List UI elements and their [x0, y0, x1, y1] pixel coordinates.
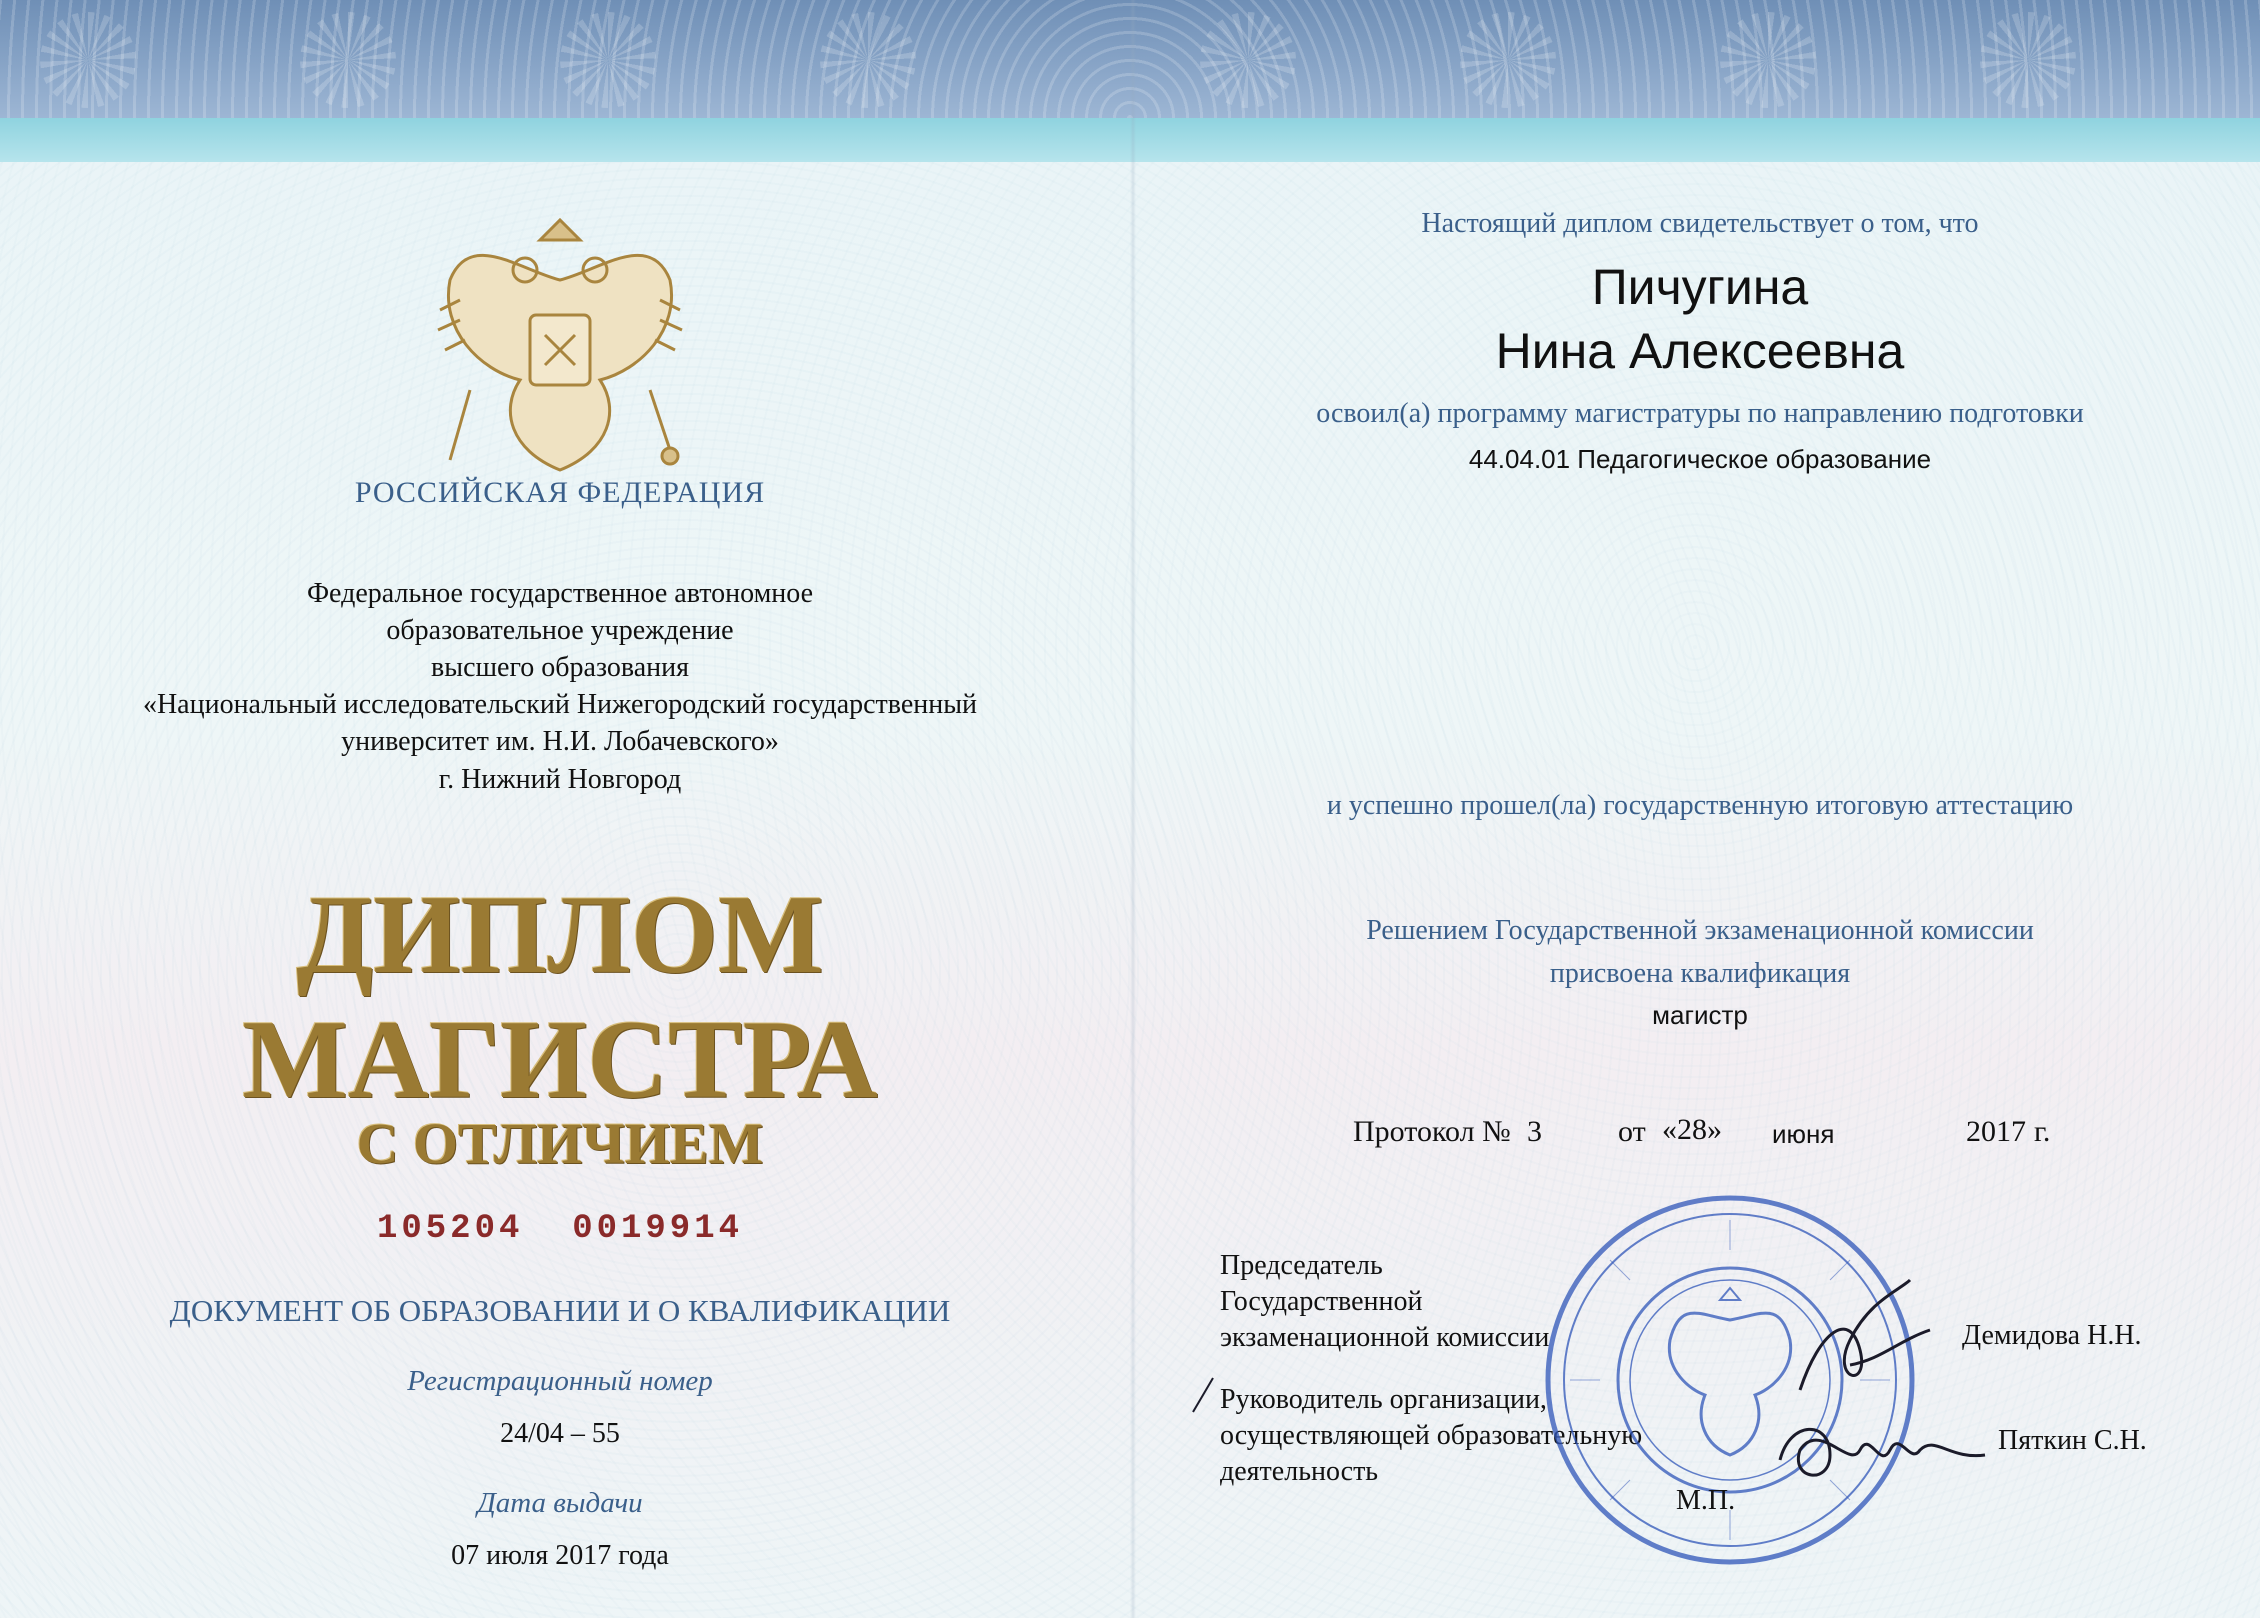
holder-surname: Пичугина [1591, 259, 1809, 315]
issue-date: 07 июля 2017 года [451, 1540, 669, 1571]
title-master: МАГИСТРА [242, 998, 878, 1122]
title-diploma: ДИПЛОМ [296, 873, 824, 997]
seal-place-label: М.П. [1676, 1485, 1736, 1516]
ornament-rosette [1980, 12, 2076, 108]
head-title-line: Руководитель организации, [1220, 1384, 1547, 1415]
page-fold [1130, 0, 1136, 1618]
issue-date-label: Дата выдачи [477, 1487, 643, 1519]
attestation-text: и успешно прошел(ла) государственную итоговую аттестацию [1326, 790, 2074, 821]
country-name: РОССИЙСКАЯ ФЕДЕРАЦИЯ [354, 476, 766, 509]
distinction-label: С ОТЛИЧИЕМ [356, 1111, 764, 1176]
protocol-number: 3 [1527, 1115, 1542, 1148]
chair-signature-icon [1790, 1270, 1940, 1410]
decision-line: Решением Государственной экзаменационной комиссии [1366, 915, 2034, 946]
registration-label: Регистрационный номер [407, 1365, 713, 1397]
protocol-month: июня [1772, 1119, 1835, 1149]
ornament-rosette [1200, 12, 1296, 108]
institution-block [60, 575, 1060, 760]
institution-line: университет им. Н.И. Лобачевского» [341, 726, 779, 757]
protocol-day: «28» [1662, 1113, 1722, 1146]
head-title-line: деятельность [1220, 1456, 1379, 1487]
document-type: ДОКУМЕНТ ОБ ОБРАЗОВАНИИ И О КВАЛИФИКАЦИИ [169, 1293, 951, 1328]
ornament-rosette [820, 12, 916, 108]
institution-line: образовательное учреждение [386, 615, 734, 646]
pen-mark-icon [1188, 1375, 1218, 1415]
ornament-rosette [300, 12, 396, 108]
ornament-rosette [1720, 12, 1816, 108]
institution-line: «Национальный исследовательский Нижегородский государственный [142, 689, 978, 720]
institution-line: Федеральное государственное автономное [306, 578, 814, 609]
registration-number: 24/04 – 55 [500, 1418, 620, 1449]
program-intro: освоил(а) программу магистратуры по направлению подготовки [1316, 398, 2084, 429]
city: г. Нижний Новгород [438, 764, 682, 795]
program-name: 44.04.01 Педагогическое образование [1468, 444, 1932, 474]
institution-line: высшего образования [431, 652, 689, 683]
chair-title [1220, 1248, 1549, 1356]
head-signature-icon [1770, 1410, 1990, 1500]
chair-title-line: экзаменационной комиссии [1220, 1322, 1550, 1353]
decision-line: присвоена квалификация [1549, 958, 1851, 989]
chair-title-line: Председатель [1220, 1250, 1383, 1281]
from-label: от [1618, 1115, 1646, 1148]
protocol-year: 2017 [1966, 1115, 2026, 1148]
qualification: магистр [1652, 1000, 1748, 1030]
serial-number: 105204 0019914 [376, 1210, 744, 1248]
head-name: Пяткин С.Н. [1998, 1425, 2147, 1456]
ornament-rosette [560, 12, 656, 108]
chair-name: Демидова Н.Н. [1962, 1320, 2142, 1351]
chair-title-line: Государственной [1220, 1286, 1423, 1317]
ornament-rosette [40, 12, 136, 108]
double-headed-eagle-icon [430, 210, 690, 490]
year-suffix: г. [2034, 1115, 2051, 1148]
certifies-text: Настоящий диплом свидетельствует о том, что [1421, 208, 1979, 239]
head-title-line: осуществляющей образовательную [1220, 1420, 1643, 1451]
holder-given-names: Нина Алексеевна [1495, 323, 1905, 379]
protocol-label: Протокол № [1353, 1115, 1511, 1148]
ornament-rosette [1460, 12, 1556, 108]
